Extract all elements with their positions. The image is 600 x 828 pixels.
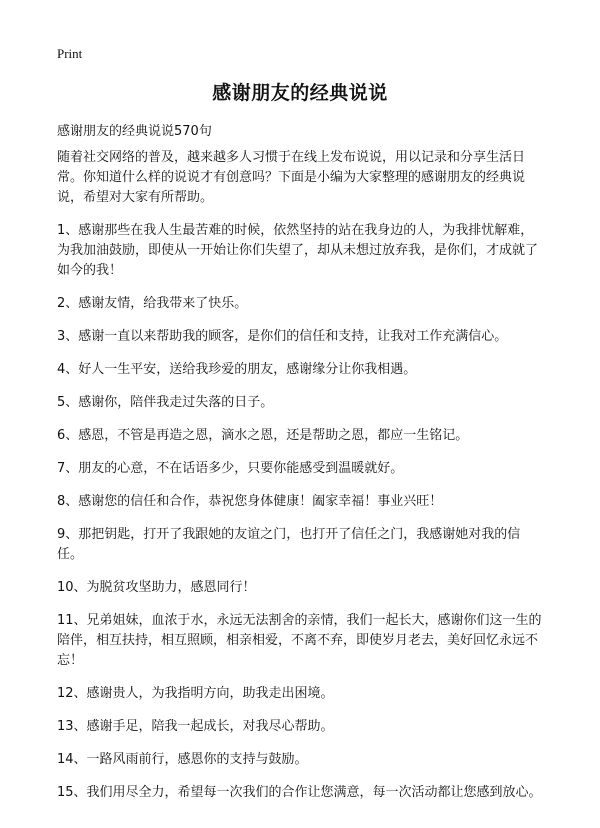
list-item: 11、兄弟姐妹，血浓于水，永远无法割舍的亲情，我们一起长大，感谢你们这一生的陪伴，相互扶持，相互照顾，相亲相爱，不离不弃，即使岁月老去，美好回忆永远不忘！ (57, 613, 542, 668)
list-item: 5、感谢你，陪伴我走过失落的日子。 (57, 395, 274, 410)
page-title: 感谢朋友的经典说说 (212, 82, 388, 104)
article-subtitle: 感谢朋友的经典说说570句 (57, 124, 212, 139)
list-item: 1、感谢那些在我人生最苦难的时候，依然坚持的站在我身边的人，为我排忧解难，为我加油鼓励，即使从一开始让你们失望了，却从未想过放弃我，是你们，才成就了如今的我！ (57, 223, 539, 278)
list-item: 10、为脱贫攻坚助力，感恩同行！ (57, 580, 256, 595)
list-item: 4、好人一生平安，送给我珍爱的朋友，感谢缘分让你我相遇。 (57, 362, 417, 377)
list-item: 13、感谢手足，陪我一起成长，对我尽心帮助。 (57, 719, 334, 734)
list-item: 12、感谢贵人，为我指明方向，助我走出困境。 (57, 686, 334, 701)
list-item: 15、我们用尽全力，希望每一次我们的合作让您满意，每一次活动都让您感到放心。 (57, 785, 542, 800)
list-item: 14、一路风雨前行，感恩你的支持与鼓励。 (57, 752, 308, 767)
list-item: 6、感恩，不管是再造之恩，滴水之恩，还是帮助之恩，都应一生铭记。 (57, 428, 469, 443)
list-item: 2、感谢友情，给我带来了快乐。 (57, 296, 248, 311)
article-body (57, 148, 543, 816)
list-item: 7、朋友的心意，不在话语多少，只要你能感受到温暖就好。 (57, 461, 404, 476)
list-item: 3、感谢一直以来帮助我的顾客，是你们的信任和支持，让我对工作充满信心。 (57, 329, 508, 344)
list-item: 9、那把钥匙，打开了我跟她的友谊之门，也打开了信任之门，我感谢她对我的信任。 (57, 527, 521, 562)
list-item: 8、感谢您的信任和合作，恭祝您身体健康！阖家幸福！事业兴旺！ (57, 494, 443, 509)
intro-paragraph: 随着社交网络的普及，越来越多人习惯于在线上发布说说，用以记录和分享生活日常。你知道什么样的说说才有创意吗？下面是小编为大家整理的感谢朋友的经典说说，希望对大家有所帮助。 (57, 150, 526, 205)
print-link[interactable]: Print (57, 46, 83, 61)
